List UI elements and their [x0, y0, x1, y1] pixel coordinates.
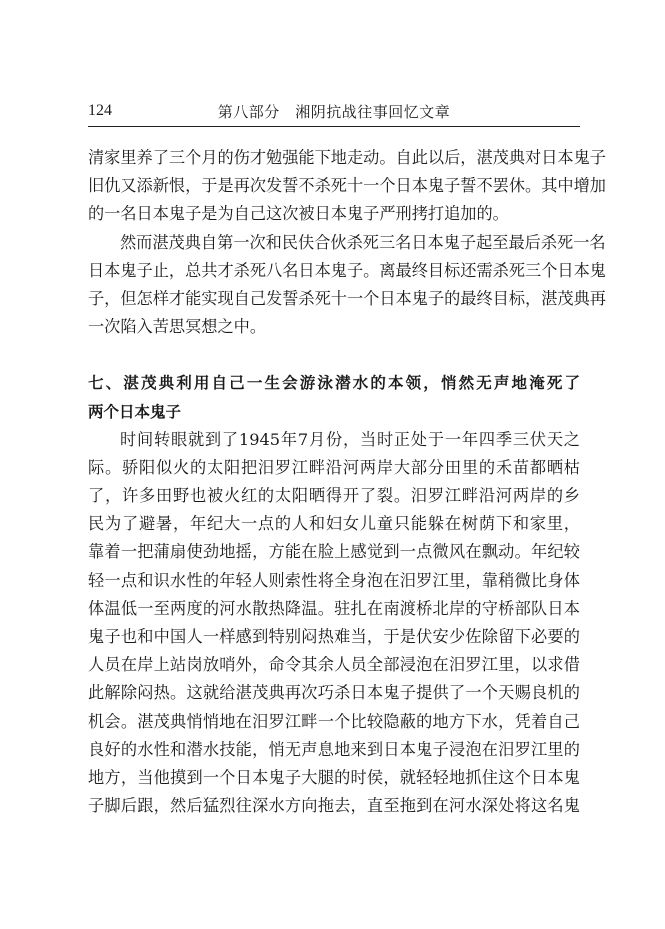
- text-line: 了，许多田野也被火红的太阳晒得开了裂。汨罗江畔沿河两岸的乡: [88, 486, 580, 506]
- text-line: 体温低一至两度的河水散热降温。驻扎在南渡桥北岸的守桥部队日本: [88, 598, 580, 618]
- text-line: 子，但怎样才能实现自己发誓杀死十一个日本鬼子的最终目标，湛茂典再: [88, 288, 606, 308]
- running-head: 第八部分 湘阴抗战往事回忆文章: [217, 103, 451, 121]
- text-line: 此解除闷热。这就给湛茂典再次巧杀日本鬼子提供了一个天赐良机的: [88, 683, 580, 703]
- text-line: 的一名日本鬼子是为自己这次被日本鬼子严刑拷打追加的。: [88, 204, 509, 224]
- text-line: 靠着一把蒲扇使劲地摇，方能在脸上感觉到一点微风在飘动。年纪较: [88, 542, 580, 562]
- page-number: 124: [88, 102, 112, 119]
- text-line: 日本鬼子止，总共才杀死八名日本鬼子。离最终目标还需杀死三个日本鬼: [88, 260, 606, 280]
- spacer: [88, 341, 580, 369]
- text-line: 鬼子也和中国人一样感到特别闷热难当，于是伏安少佐除留下必要的: [88, 627, 580, 646]
- text-line: 然而湛茂典自第一次和民伕合伙杀死三名日本鬼子起至最后杀死一名: [120, 232, 606, 252]
- page-header: [88, 96, 580, 127]
- text-line: 良好的水性和潜水技能，悄无声息地来到日本鬼子浸泡在汨罗江里的: [88, 739, 580, 759]
- text-line: 机会。湛茂典悄悄地在汨罗江畔一个比较隐蔽的地方下水，凭着自己: [88, 711, 580, 731]
- text-line: 一次陷入苦思冥想之中。: [88, 317, 267, 337]
- paragraph-2: [88, 229, 606, 342]
- section-heading: [88, 369, 580, 425]
- text-line: 人员在岸上站岗放哨外，命令其余人员全部浸泡在汨罗江里，以求借: [88, 655, 580, 675]
- heading-line: 七、湛茂典利用自己一生会游泳潜水的本领，悄然无声地淹死了: [88, 374, 580, 393]
- paragraph-1: [88, 144, 606, 229]
- text-line: 旧仇又添新恨，于是再次发誓不杀死十一个日本鬼子誓不罢休。其中增加: [88, 176, 606, 196]
- text-line: 地方，当他摸到一个日本鬼子大腿的时侯，就轻轻地抓住这个日本鬼: [88, 767, 580, 787]
- paragraph-3: [88, 426, 580, 821]
- text-line: 子脚后跟，然后猛烈往深水方向拖去，直至拖到在河水深处将这名鬼: [88, 796, 580, 816]
- text-line: 清家里养了三个月的伤才勉强能下地走动。自此以后，湛茂典对日本鬼子: [88, 148, 606, 167]
- text-line: 轻一点和识水性的年轻人则索性将全身泡在汨罗江里，靠稍微比身体: [88, 570, 580, 590]
- text-line: 际。骄阳似火的太阳把汨罗江畔沿河两岸大部分田里的禾苗都晒枯: [88, 457, 580, 477]
- heading-line: 两个日本鬼子: [88, 402, 182, 421]
- text-line: 时间转眼就到了1945年7月份，当时正处于一年四季三伏天之: [120, 429, 580, 449]
- text-line: 民为了避暑，年纪大一点的人和妇女儿童只能躲在树荫下和家里，: [88, 514, 580, 534]
- body-text: [88, 144, 606, 820]
